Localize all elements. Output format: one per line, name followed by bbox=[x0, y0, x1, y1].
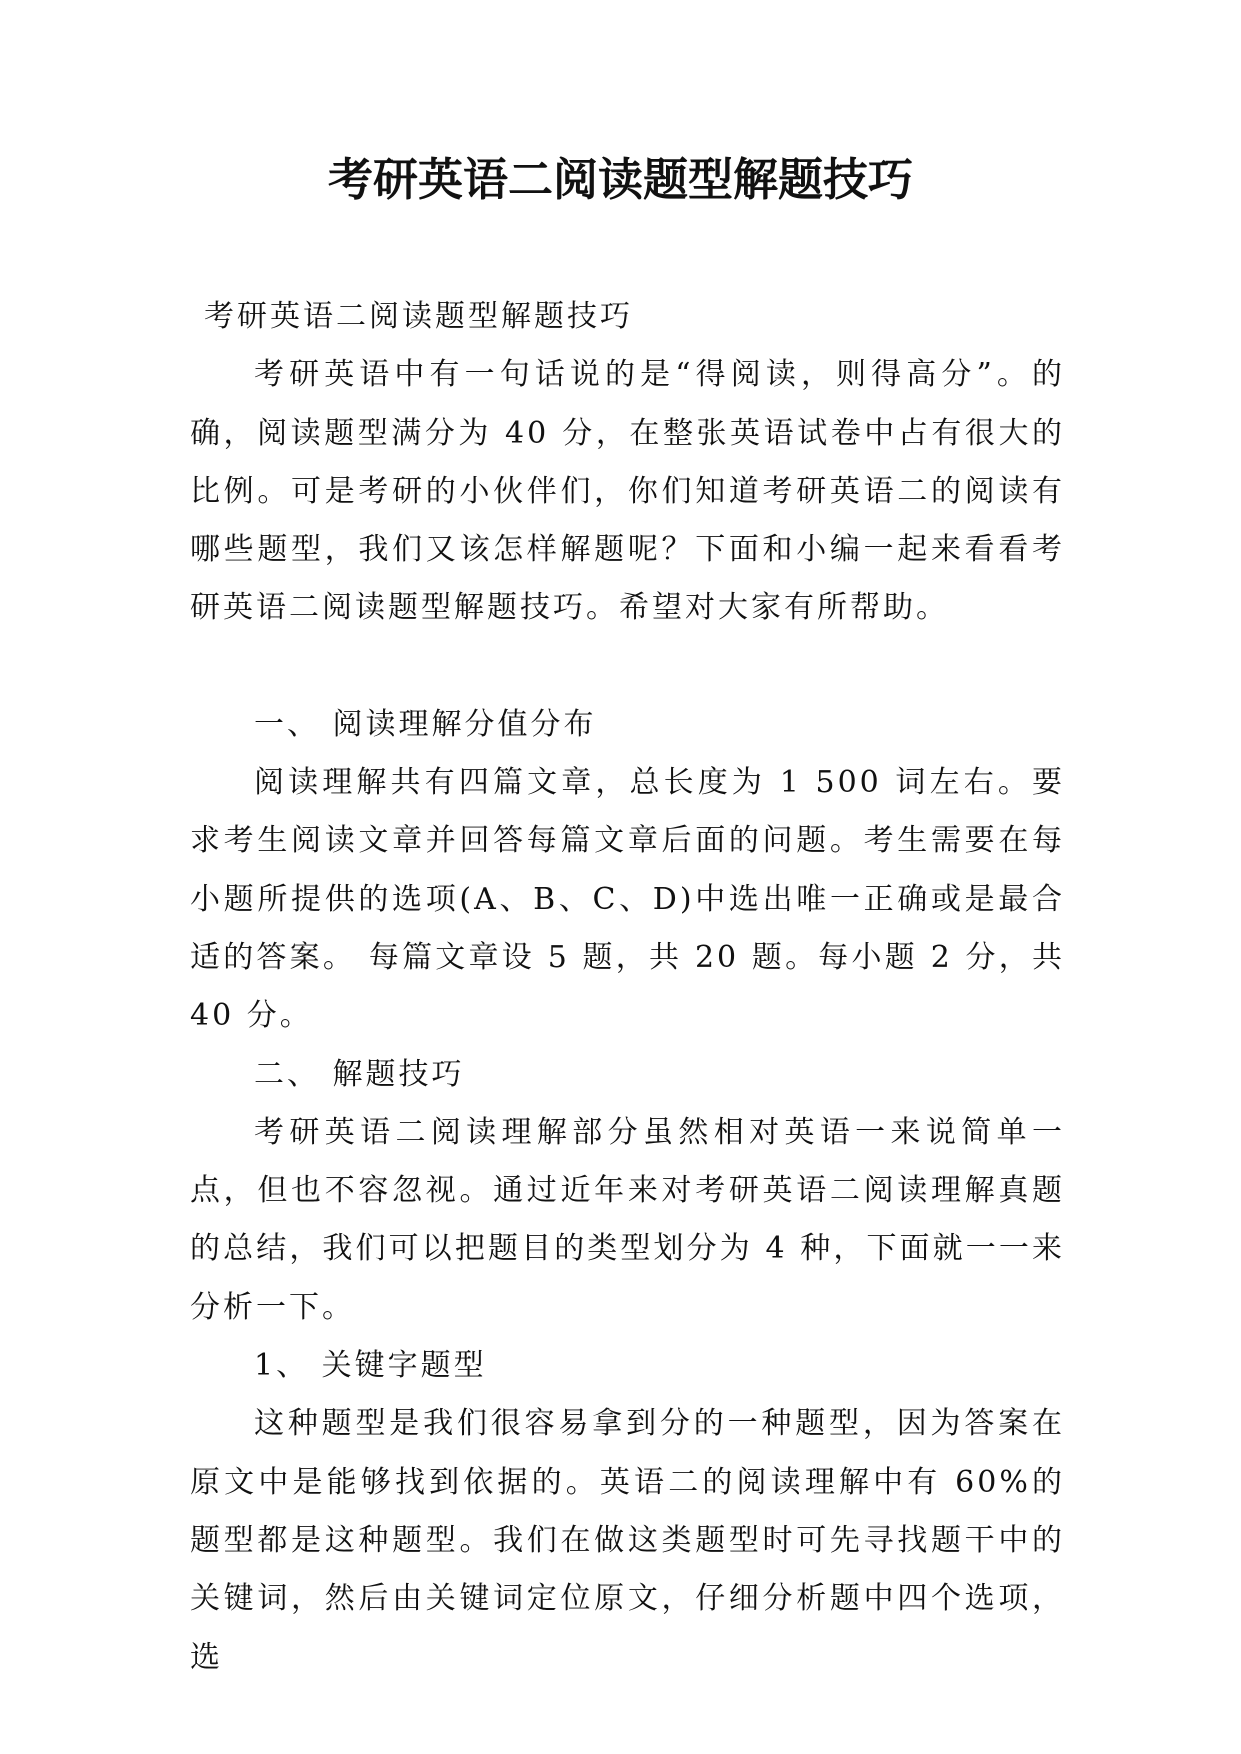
section-2-heading: 二、 解题技巧 bbox=[254, 1056, 465, 1092]
document-title: 考研英语二阅读题型解题技巧 bbox=[327, 153, 913, 206]
section-1-paragraph: 阅读理解共有四篇文章，总长度为 1 500 词左右。要求考生阅读文章并回答每篇文章后面的问题。考生需要在每小题所提供的选项(A、B、C、D)中选出唯一正确或是最合适的答案。 每篇文章设 5 题，共 20 题。每小题 2 分，共 40 分。 bbox=[190, 765, 1065, 1034]
document-subtitle: 考研英语二阅读题型解题技巧 bbox=[204, 299, 633, 334]
intro-paragraph: 考研英语中有一句话说的是“得阅读，则得高分”。的确，阅读题型满分为 40 分，在整张英语试卷中占有很大的比例。可是考研的小伙伴们，你们知道考研英语二的阅读有哪些题型，我们又该怎样解题呢？下面和小编一起来看看考研英语二阅读题型解题技巧。希望对大家有所帮助。 bbox=[190, 357, 1065, 626]
section-2-paragraph: 考研英语二阅读理解部分虽然相对英语一来说简单一点，但也不容忽视。通过近年来对考研英语二阅读理解真题的总结，我们可以把题目的类型划分为 4 种，下面就一一来分析一下。 bbox=[190, 1114, 1065, 1325]
subsection-1-heading: 1、 关键字题型 bbox=[254, 1348, 487, 1384]
section-1-heading: 一、 阅读理解分值分布 bbox=[254, 706, 597, 742]
subsection-1-paragraph: 这种题型是我们很容易拿到分的一种题型，因为答案在原文中是能够找到依据的。英语二的阅读理解中有 60%的题型都是这种题型。我们在做这类题型时可先寻找题干中的关键词，然后由关键词定位原文，仔细分析题中四个选项，选 bbox=[190, 1406, 1065, 1675]
blank-line bbox=[190, 638, 1065, 696]
document-body bbox=[190, 288, 1065, 1687]
